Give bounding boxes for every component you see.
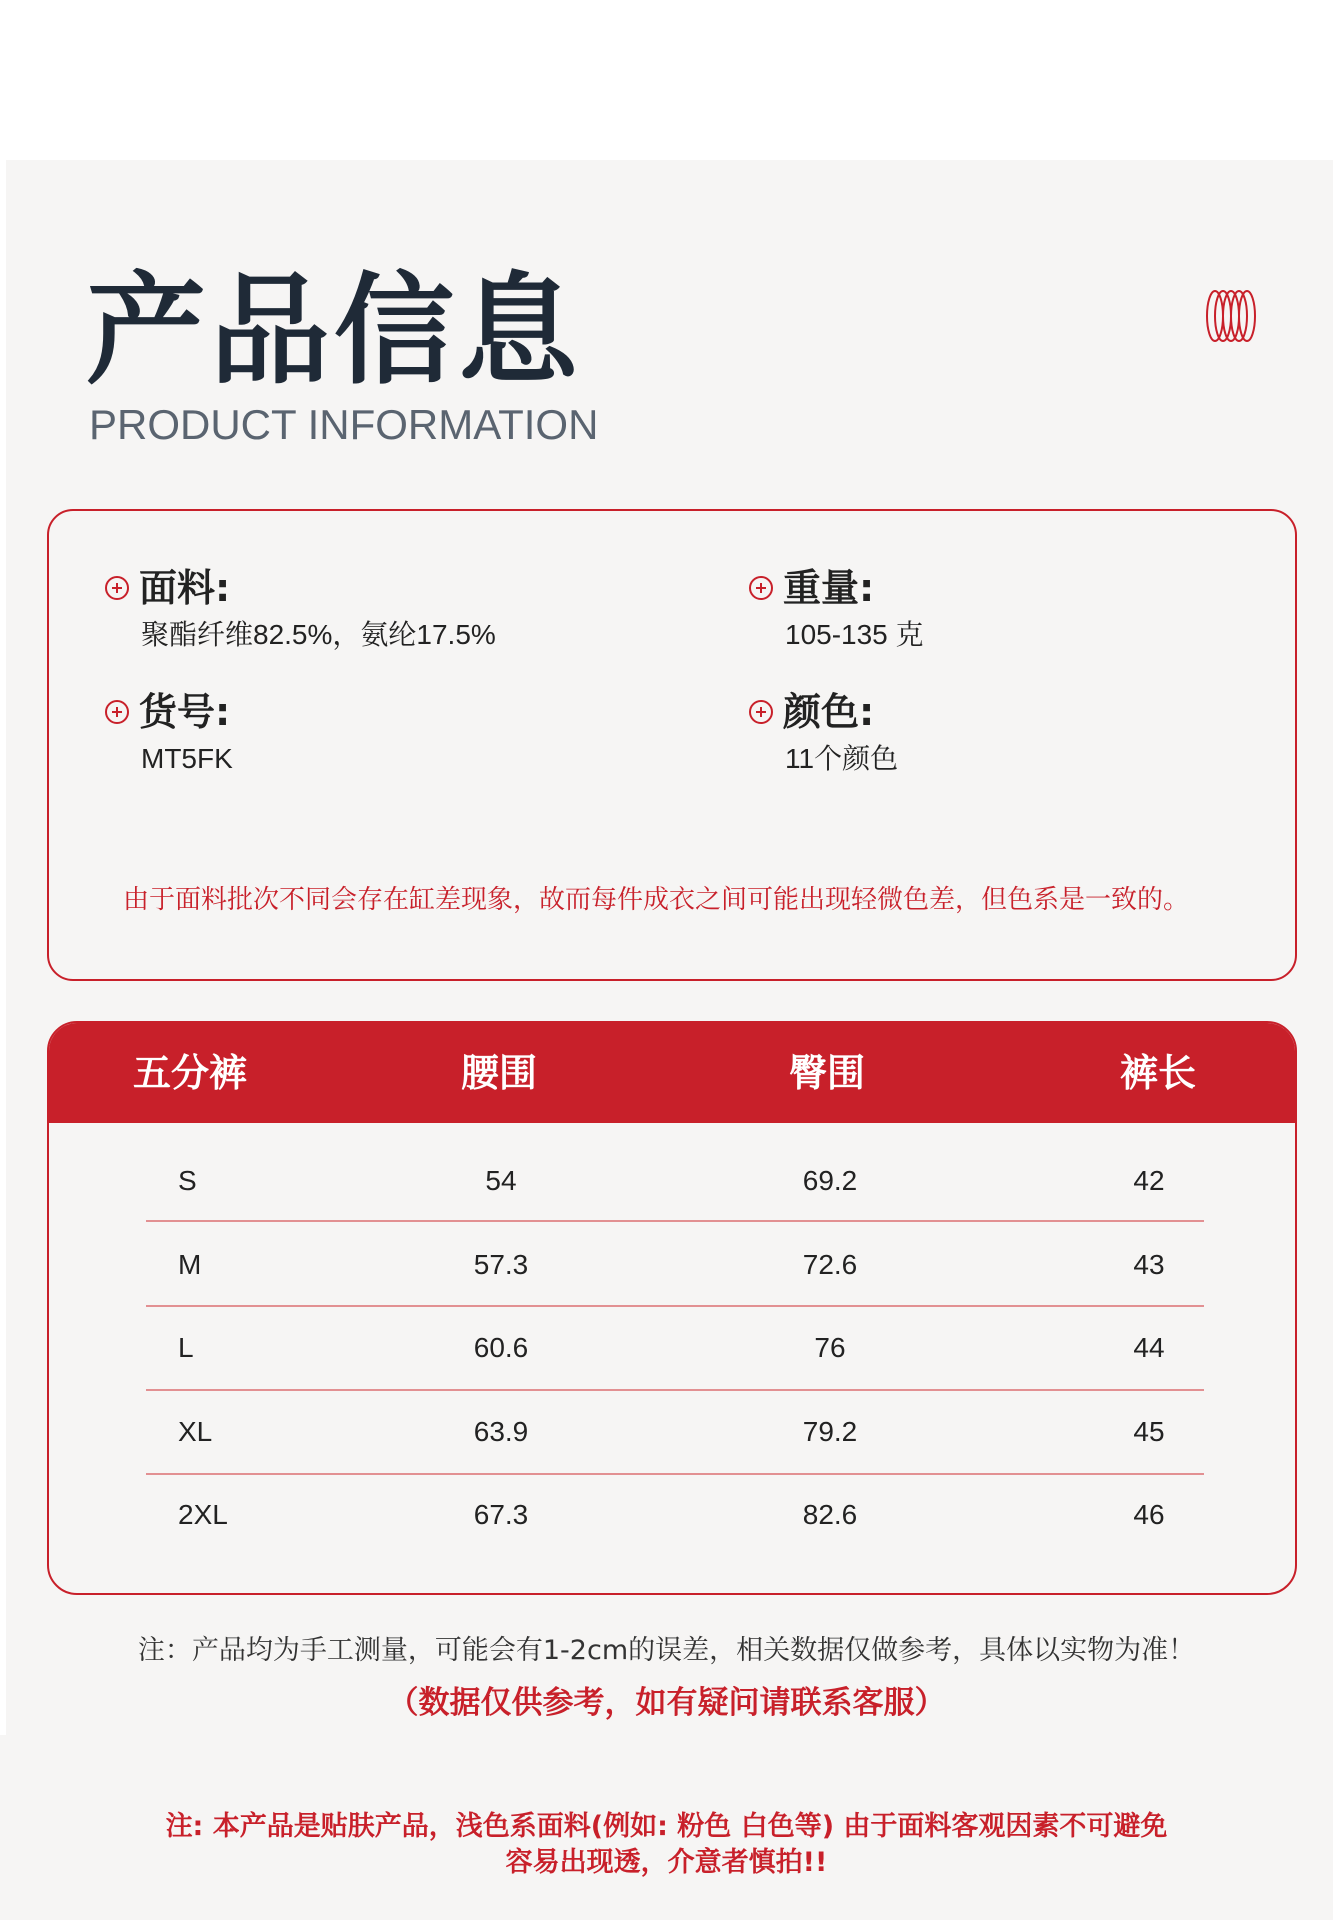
reference-note: （数据仅供参考，如有疑问请联系客服） (387, 1685, 946, 1721)
weight-label-row (749, 565, 924, 611)
table-row (49, 1308, 1295, 1392)
product-info-box (47, 509, 1297, 981)
hip-cell: 82.6 (802, 1499, 858, 1530)
size-table (47, 1021, 1297, 1595)
plus-circle-icon (105, 700, 129, 724)
row-divider (146, 1220, 1204, 1222)
weight-label: 重量: (783, 566, 875, 610)
color-label: 颜色: (783, 690, 875, 734)
plus-circle-icon (105, 576, 129, 600)
header-cell-waist: 腰围 (461, 1051, 538, 1095)
waist-cell: 67.3 (473, 1499, 529, 1530)
item-no-value: MT5FK (141, 743, 233, 774)
color-item (749, 689, 898, 777)
row-divider (146, 1305, 1204, 1307)
size-cell: M (178, 1249, 202, 1280)
weight-item (749, 565, 924, 653)
page-title: 产品信息 (86, 262, 582, 401)
waist-cell: 54 (485, 1165, 517, 1196)
length-cell: 44 (1133, 1332, 1165, 1363)
hip-cell: 72.6 (802, 1249, 858, 1280)
header-cell-length: 裤长 (1120, 1051, 1197, 1095)
warning-line-2: 容易出现透，介意者慎拍!! (505, 1847, 828, 1878)
hip-cell: 76 (814, 1332, 846, 1363)
item-no-label-row (105, 689, 233, 735)
size-table-header (49, 1023, 1295, 1123)
page-subtitle: PRODUCT INFORMATION (89, 401, 599, 448)
fabric-label: 面料: (139, 566, 231, 610)
table-row (49, 1225, 1295, 1309)
plus-circle-icon (749, 576, 773, 600)
table-row (49, 1475, 1295, 1559)
waist-cell: 60.6 (473, 1332, 529, 1363)
size-cell: L (178, 1332, 194, 1363)
color-label-row (749, 689, 898, 735)
color-value: 11个颜色 (785, 743, 899, 774)
color-difference-note: 由于面料批次不同会存在缸差现象，故而每件成衣之间可能出现轻微色差，但色系是一致的。 (123, 885, 1190, 915)
size-cell: XL (178, 1416, 213, 1447)
hip-cell: 69.2 (802, 1165, 858, 1196)
fabric-value: 聚酯纤维82.5%，氨纶17.5% (141, 619, 496, 650)
plus-circle-icon (749, 700, 773, 724)
length-cell: 46 (1133, 1499, 1165, 1530)
transparency-warning (0, 1809, 1333, 1881)
size-cell: S (178, 1165, 197, 1196)
item-no-label: 货号: (139, 690, 231, 734)
item-no-item (105, 689, 233, 777)
weight-value: 105-135 克 (785, 619, 924, 650)
hip-cell: 79.2 (802, 1416, 858, 1447)
length-cell: 42 (1133, 1165, 1165, 1196)
coil-icon (1205, 288, 1257, 344)
size-cell: 2XL (178, 1499, 228, 1530)
header-cell-style: 五分裤 (133, 1051, 248, 1095)
length-cell: 43 (1133, 1249, 1165, 1280)
waist-cell: 63.9 (473, 1416, 529, 1447)
warning-line-1: 注: 本产品是贴肤产品，浅色系面料(例如: 粉色 白色等) 由于面料客观因素不可避免 (165, 1811, 1168, 1842)
length-cell: 45 (1133, 1416, 1165, 1447)
row-divider (146, 1389, 1204, 1391)
fabric-item (105, 565, 496, 653)
measurement-note: 注：产品均为手工测量，可能会有1-2cm的误差，相关数据仅做参考，具体以实物为准！ (137, 1635, 1196, 1666)
waist-cell: 57.3 (473, 1249, 529, 1280)
fabric-label-row (105, 565, 496, 611)
table-row (49, 1392, 1295, 1476)
header-cell-hip: 臀围 (789, 1051, 866, 1095)
table-row (49, 1141, 1295, 1225)
